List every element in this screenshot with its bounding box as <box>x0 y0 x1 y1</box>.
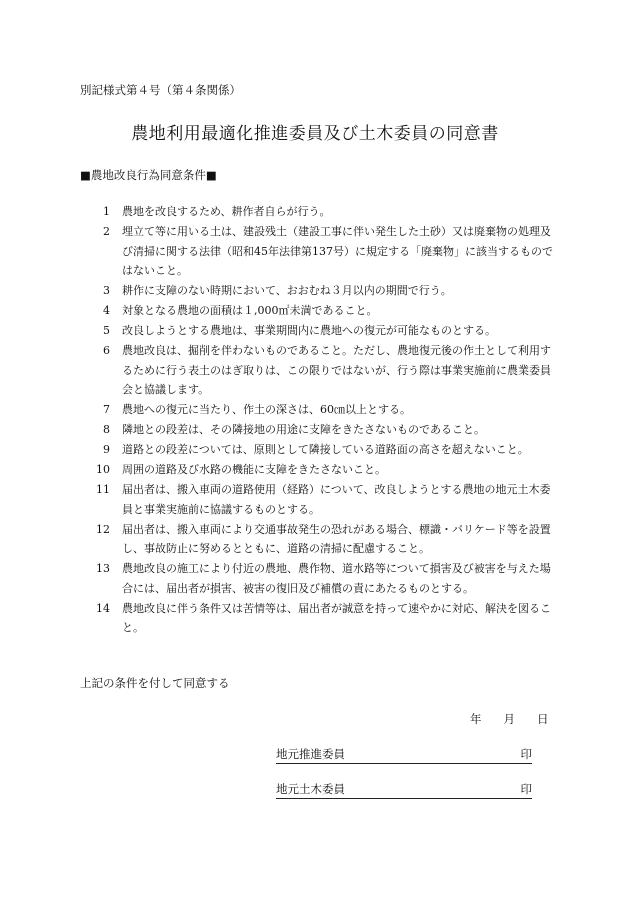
condition-item <box>80 202 560 222</box>
condition-item <box>80 559 560 598</box>
condition-number: 12 <box>96 522 110 536</box>
condition-text: 対象となる農地の面積は１,000㎡未満であること。 <box>122 304 378 317</box>
condition-item <box>80 222 560 281</box>
condition-number: 2 <box>103 225 110 238</box>
condition-text: 農地改良は、掘削を伴わないものであること。ただし、農地復元後の作土として利用するために行う表土のはぎ取りは、この限りではないが、行う際は事業実施前に農業委員会と協議します。 <box>122 344 551 396</box>
condition-item <box>80 281 560 301</box>
form-number-label: 別記様式第４号（第４条関係） <box>80 83 241 97</box>
condition-text: 隣地との段差は、その隣接地の用途に支障をきたさないものであること。 <box>122 423 485 436</box>
consent-statement: 上記の条件を付して同意する <box>80 676 230 690</box>
condition-item <box>80 341 560 400</box>
signature-label: 地元土木委員 <box>276 782 345 796</box>
condition-number: 14 <box>96 601 110 615</box>
condition-text: 農地を改良するため、耕作者自らが行う。 <box>122 205 331 218</box>
condition-number: 1 <box>103 205 110 218</box>
condition-text: 届出者は、搬入車両により交通事故発生の恐れがある場合、標識・バリケード等を設置し、事故防止に努めるとともに、道路の清掃に配慮すること。 <box>122 522 551 555</box>
condition-text: 届出者は、搬入車両の道路使用（経路）について、改良しようとする農地の地元土木委員と事業実施前に協議するものとする。 <box>122 483 551 516</box>
date-day-label: 日 <box>537 712 549 726</box>
signature-line-promotion-member[interactable] <box>276 746 532 764</box>
condition-item <box>80 301 560 321</box>
condition-number: 3 <box>103 284 110 297</box>
conditions-heading: ■農地改良行為同意条件■ <box>80 168 217 182</box>
conditions-list <box>80 202 560 638</box>
date-field <box>470 711 549 727</box>
signature-label: 地元推進委員 <box>276 747 345 761</box>
date-month-label: 月 <box>503 712 515 726</box>
condition-item <box>80 321 560 341</box>
condition-item <box>80 420 560 440</box>
condition-text: 埋立て等に用いる土は、建設残土（建設工事に伴い発生した土砂）又は廃棄物の処理及び清掃に関する法律（昭和45年法律第137号）に規定する「廃棄物」に該当するものではないこと。 <box>122 225 553 277</box>
condition-number: 9 <box>103 443 110 456</box>
condition-number: 8 <box>103 423 110 436</box>
condition-text: 改良しようとする農地は、事業期間内に農地への復元が可能なものとする。 <box>122 324 496 337</box>
condition-item <box>80 480 560 519</box>
condition-number: 13 <box>96 562 110 575</box>
condition-number: 4 <box>103 304 110 317</box>
condition-item <box>80 599 560 638</box>
condition-number: 10 <box>96 463 110 476</box>
condition-text: 農地改良の施工により付近の農地、農作物、道水路等について損害及び被害を与えた場合には、届出者が損害、被害の復旧及び補償の責にあたるものとする。 <box>122 562 551 595</box>
condition-number: 5 <box>103 324 110 337</box>
condition-text: 周囲の道路及び水路の機能に支障をきたさないこと。 <box>122 463 386 476</box>
document-title: 農地利用最適化推進委員及び土木委員の同意書 <box>131 124 499 144</box>
condition-text: 耕作に支障のない時期において、おおむね３月以内の期間で行う。 <box>122 284 452 297</box>
condition-number: 11 <box>96 483 110 496</box>
date-year-label: 年 <box>470 712 482 726</box>
condition-number: 7 <box>103 403 110 416</box>
seal-mark: 印 <box>520 782 532 796</box>
condition-text: 道路との段差については、原則として隣接している道路面の高さを超えないこと。 <box>122 443 529 456</box>
condition-text: 農地への復元に当たり、作土の深さは、60㎝以上とする。 <box>122 403 411 416</box>
condition-item <box>80 400 560 420</box>
condition-text: 農地改良に伴う条件又は苦情等は、届出者が誠意を持って速やかに対応、解決を図ること。 <box>122 601 551 634</box>
seal-mark: 印 <box>520 747 532 761</box>
signature-line-civil-member[interactable] <box>276 781 532 799</box>
condition-item <box>80 520 560 559</box>
condition-item <box>80 460 560 480</box>
condition-number: 6 <box>103 344 110 357</box>
condition-item <box>80 440 560 460</box>
